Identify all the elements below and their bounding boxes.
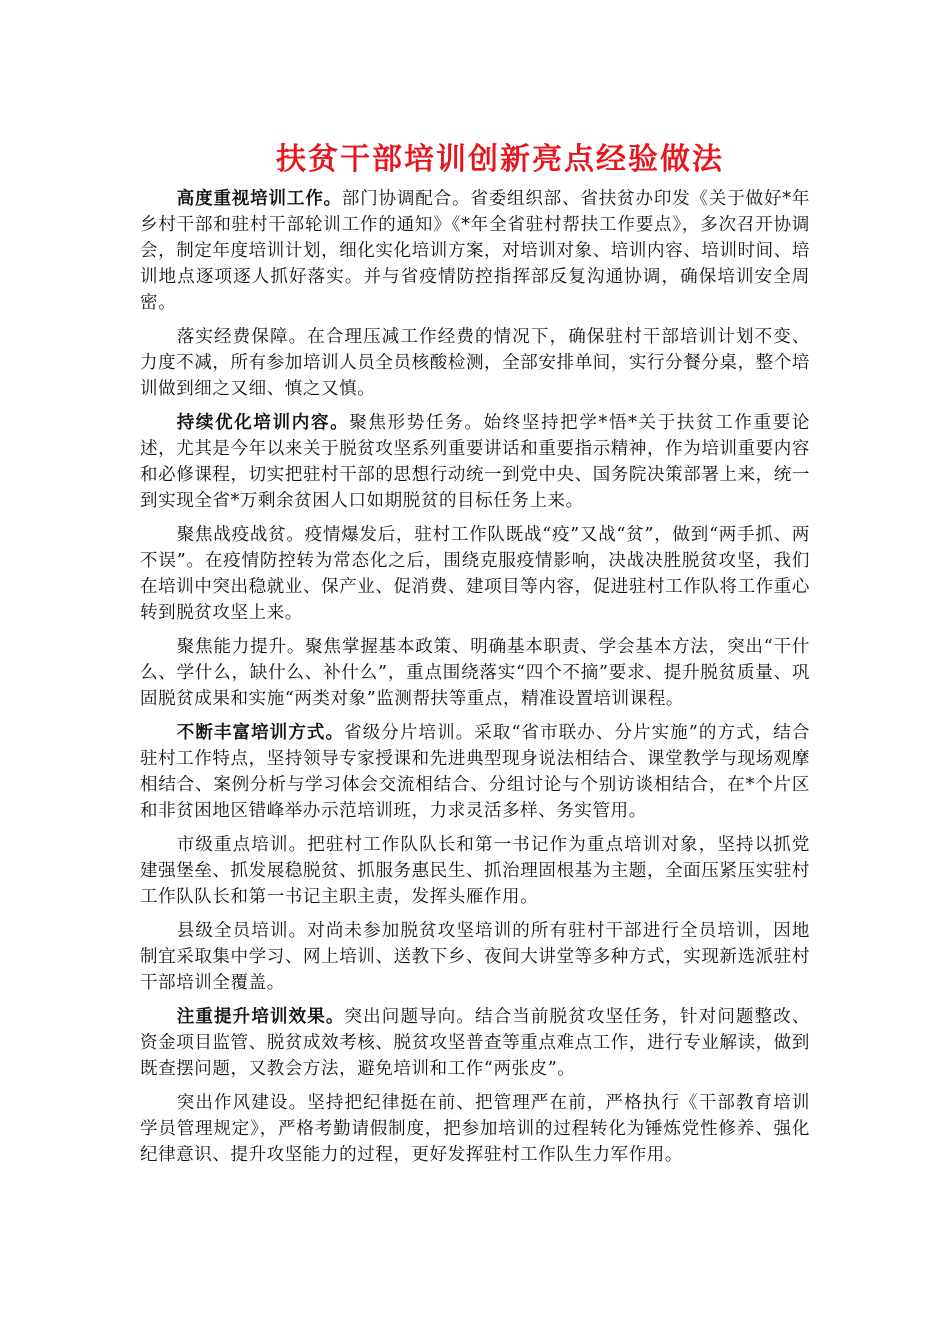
paragraph-7	[140, 832, 810, 910]
paragraph-9	[140, 1004, 810, 1082]
paragraph-10	[140, 1090, 810, 1168]
paragraph-text: 县级全员培训。对尚未参加脱贫攻坚培训的所有驻村干部进行全员培训，因地制宜采取集中学习、网上培训、送教下乡、夜间大讲堂等多种方式，实现新选派驻村干部培训全覆盖。	[140, 921, 810, 993]
paragraph-5	[140, 634, 810, 712]
paragraph-text: 省级分片培训。采取“省市联办、分片实施”的方式，结合驻村工作特点，坚持领导专家授课和先进典型现身说法相结合、课堂教学与现场观摩相结合、案例分析与学习体会交流相结合、分组讨论与个别访谈相结合，在*个片区和非贫困地区错峰举办示范培训班，力求灵活多样、务实管用。	[140, 723, 810, 821]
paragraph-3	[140, 410, 810, 514]
document-title: 扶贫干部培训创新亮点经验做法	[276, 142, 724, 177]
paragraph-text: 落实经费保障。在合理压减工作经费的情况下，确保驻村干部培训计划不变、力度不减，所有参加培训人员全员核酸检测，全部安排单间，实行分餐分桌，整个培训做到细之又细、慎之又慎。	[140, 327, 810, 399]
paragraph-2	[140, 324, 810, 402]
paragraph-heading: 持续优化培训内容。	[176, 413, 350, 433]
paragraph-1	[140, 186, 810, 316]
paragraph-heading: 高度重视培训工作。	[176, 189, 342, 209]
paragraph-text: 聚焦战疫战贫。疫情爆发后，驻村工作队既战“疫”又战“贫”，做到“两手抓、两不误”。在疫情防控转为常态化之后，围绕克服疫情影响，决战决胜脱贫攻坚，我们在培训中突出稳就业、保产业、促消费、建项目等内容，促进驻村工作队将工作重心转到脱贫攻坚上来。	[140, 525, 810, 623]
paragraph-6	[140, 720, 810, 824]
paragraph-8	[140, 918, 810, 996]
paragraph-heading: 注重提升培训效果。	[176, 1007, 345, 1027]
paragraph-text: 突出作风建设。坚持把纪律挺在前、把管理严在前，严格执行《干部教育培训学员管理规定》，严格考勤请假制度，把参加培训的过程转化为锤炼党性修养、强化纪律意识、提升攻坚能力的过程，更好发挥驻村工作队生力军作用。	[140, 1093, 810, 1165]
paragraph-heading: 不断丰富培训方式。	[176, 723, 345, 743]
paragraph-text: 突出问题导向。结合当前脱贫攻坚任务，针对问题整改、资金项目监管、脱贫成效考核、脱贫攻坚普查等重点难点工作，进行专业解读，做到既查摆问题，又教会方法，避免培训和工作“两张皮”。	[140, 1007, 810, 1079]
paragraph-text: 聚焦能力提升。聚焦掌握基本政策、明确基本职责、学会基本方法，突出“干什么、学什么，缺什么、补什么”，重点围绕落实“四个不摘”要求、提升脱贫质量、巩固脱贫成果和实施“两类对象”监测帮扶等重点，精准设置培训课程。	[140, 637, 810, 709]
paragraph-text: 聚焦形势任务。始终坚持把学*悟*关于扶贫工作重要论述，尤其是今年以来关于脱贫攻坚系列重要讲话和重要指示精神，作为培训重要内容和必修课程，切实把驻村干部的思想行动统一到党中央、国务院决策部署上来，统一到实现全省*万剩余贫困人口如期脱贫的目标任务上来。	[140, 413, 810, 511]
document-body	[140, 186, 810, 1176]
paragraph-text: 部门协调配合。省委组织部、省扶贫办印发《关于做好*年乡村干部和驻村干部轮训工作的通知》《*年全省驻村帮扶工作要点》，多次召开协调会，制定年度培训计划，细化实化培训方案，对培训对象、培训内容、培训时间、培训地点逐项逐人抓好落实。并与省疫情防控指挥部反复沟通协调，确保培训安全周密。	[140, 189, 810, 313]
paragraph-4	[140, 522, 810, 626]
paragraph-text: 市级重点培训。把驻村工作队队长和第一书记作为重点培训对象，坚持以抓党建强堡垒、抓发展稳脱贫、抓服务惠民生、抓治理固根基为主题，全面压紧压实驻村工作队队长和第一书记主职主责，发挥头雁作用。	[140, 835, 810, 907]
